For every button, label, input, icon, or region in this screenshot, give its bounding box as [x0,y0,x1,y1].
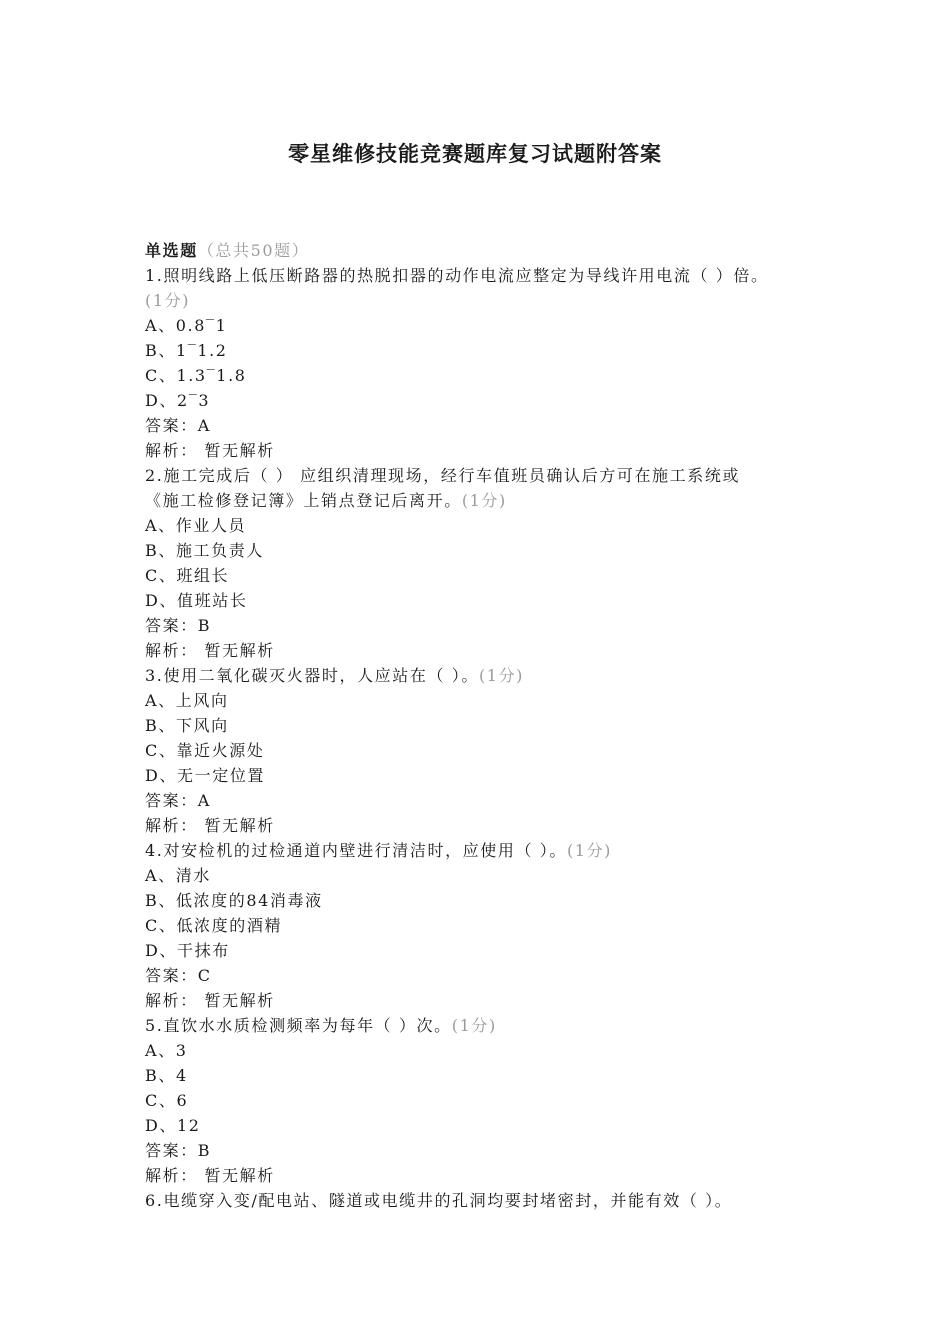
analysis: 解析： 暂无解析 [145,991,275,1010]
section-name: 单选题 [145,241,198,260]
question-score: (1分) [461,491,507,510]
analysis: 解析： 暂无解析 [145,816,275,835]
option: B、1‾1.2 [145,341,228,360]
page-title: 零星维修技能竞赛题库复习试题附答案 [288,141,662,166]
option: A、上风向 [145,691,229,710]
option: D、干抹布 [145,941,230,960]
section-count: （总共50题） [197,241,310,260]
answer: 答案：A [145,791,211,810]
option: B、下风向 [145,716,229,735]
question-stem-continued [145,488,845,513]
option: D、无一定位置 [145,766,266,785]
question-stem: 6.电缆穿入变/配电站、隧道或电缆井的孔洞均要封堵密封，并能有效（ ）。 [145,1191,733,1210]
answer: 答案：C [145,966,212,985]
question-stem: 2.施工完成后（ ） 应组织清理现场，经行车值班员确认后方可在施工系统或 [145,466,741,485]
question-list [145,238,845,1213]
option: C、靠近火源处 [145,741,265,760]
option: A、清水 [145,866,211,885]
answer: 答案：A [145,416,211,435]
question-score: (1分) [478,666,525,685]
option: D、值班站长 [145,591,248,610]
analysis: 解析： 暂无解析 [145,441,275,460]
option: C、低浓度的酒精 [145,916,283,935]
question-stem [145,838,845,863]
stem-text: 5.直饮水水质检测频率为每年（ ）次。 [145,1016,452,1035]
option: C、1.3‾1.8 [145,366,247,385]
answer: 答案：B [145,1141,212,1160]
option: B、低浓度的84消毒液 [145,891,323,910]
option: B、4 [145,1066,188,1085]
analysis: 解析： 暂无解析 [145,1166,275,1185]
section-heading [145,238,845,263]
option: C、班组长 [145,566,230,585]
option: A、0.8‾1 [145,316,228,335]
answer: 答案：B [145,616,212,635]
stem-text: 3.使用二氧化碳灭火器时，人应站在（ ）。 [145,666,479,685]
question-stem [145,663,845,688]
question-score: (1分) [566,841,613,860]
option: B、施工负责人 [145,541,264,560]
option: D、12 [145,1116,201,1135]
option: A、3 [145,1041,188,1060]
option: C、6 [145,1091,189,1110]
option: D、2‾3 [145,391,211,410]
question-stem [145,1013,845,1038]
option: A、作业人员 [145,516,247,535]
question-score: (1分) [145,291,191,310]
question-score: (1分) [451,1016,497,1035]
analysis: 解析： 暂无解析 [145,641,275,660]
stem-text: 《施工检修登记簿》上销点登记后离开。 [145,491,462,510]
question-stem: 1.照明线路上低压断路器的热脱扣器的动作电流应整定为导线许用电流（ ）倍。 [145,266,769,285]
stem-text: 4.对安检机的过检通道内壁进行清洁时，应使用（ ）。 [145,841,567,860]
